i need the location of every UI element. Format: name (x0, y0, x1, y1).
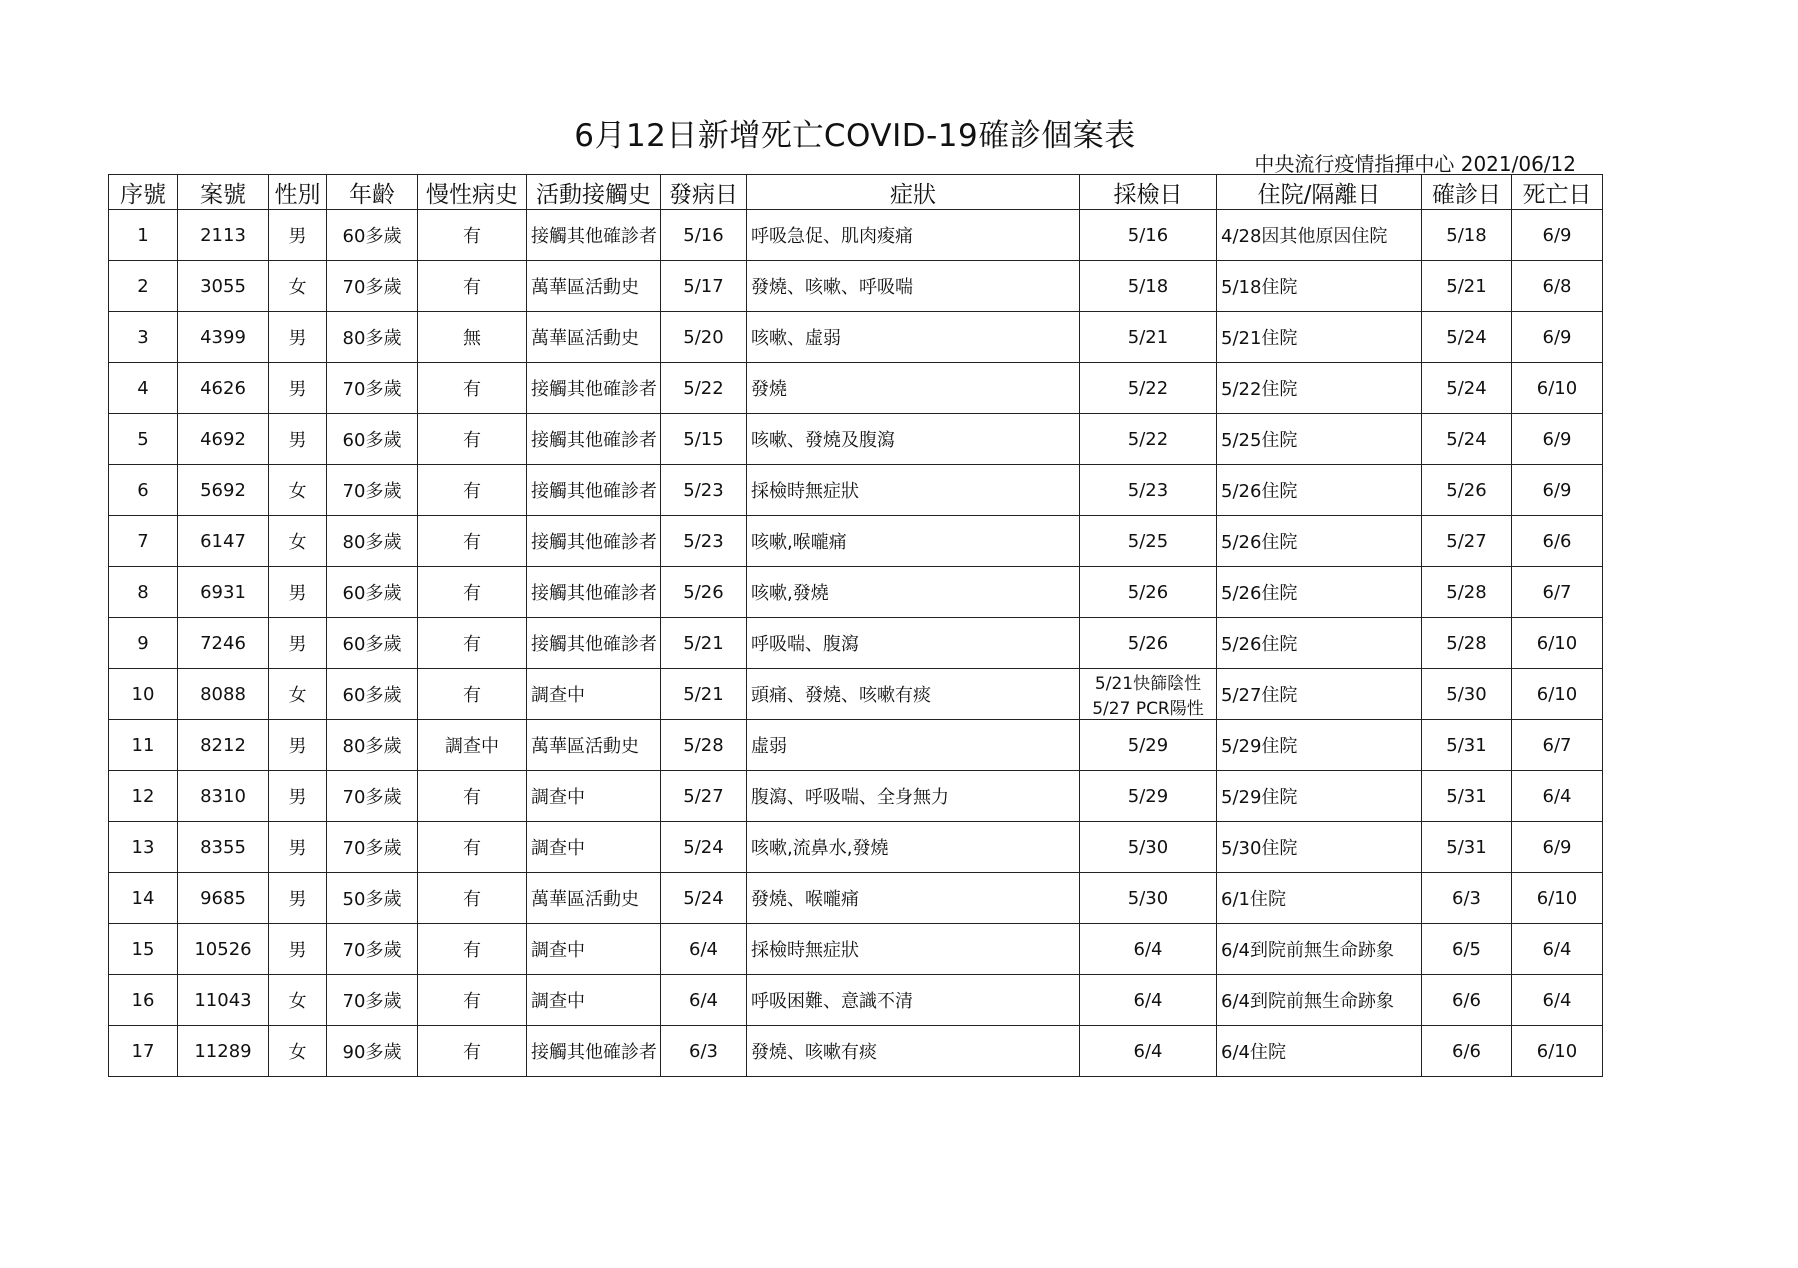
table-body (109, 210, 1603, 1077)
cell-hospitalization: 6/4到院前無生命跡象 (1217, 975, 1422, 1026)
table-row (109, 516, 1603, 567)
cell-symptoms: 咳嗽、虛弱 (747, 312, 1080, 363)
cell-chronic-disease: 有 (418, 465, 527, 516)
cell-sex: 男 (269, 312, 327, 363)
cell-chronic-disease: 有 (418, 363, 527, 414)
cell-sample-date (1080, 669, 1217, 720)
cell-case-id: 2113 (178, 210, 269, 261)
cell-hospitalization: 5/30住院 (1217, 822, 1422, 873)
cell-symptoms: 發燒、咳嗽有痰 (747, 1026, 1080, 1077)
cell-symptoms: 發燒 (747, 363, 1080, 414)
table-row (109, 1026, 1603, 1077)
cell-chronic-disease: 有 (418, 516, 527, 567)
cell-onset-date: 5/24 (661, 873, 747, 924)
cell-age: 60多歲 (327, 669, 418, 720)
cell-onset-date: 5/21 (661, 669, 747, 720)
cell-confirmed-date: 6/6 (1422, 975, 1512, 1026)
cell-hospitalization: 5/21住院 (1217, 312, 1422, 363)
cell-chronic-disease: 有 (418, 924, 527, 975)
cell-hospitalization: 4/28因其他原因住院 (1217, 210, 1422, 261)
cell-confirmed-date: 5/26 (1422, 465, 1512, 516)
cell-case-id: 10526 (178, 924, 269, 975)
cell-contact-history: 調查中 (527, 924, 661, 975)
cell-confirmed-date: 5/21 (1422, 261, 1512, 312)
cell-chronic-disease: 有 (418, 975, 527, 1026)
cell-case-id: 6147 (178, 516, 269, 567)
cell-serial: 2 (109, 261, 178, 312)
sample-date-line: 5/27 PCR陽性 (1092, 699, 1204, 719)
cell-sex: 男 (269, 363, 327, 414)
cell-chronic-disease: 有 (418, 822, 527, 873)
cell-chronic-disease: 有 (418, 669, 527, 720)
cell-sample-date: 5/30 (1080, 822, 1217, 873)
cell-sample-date: 5/29 (1080, 720, 1217, 771)
col-chronic-disease: 慢性病史 (418, 175, 527, 210)
cell-age: 70多歲 (327, 924, 418, 975)
cell-serial: 14 (109, 873, 178, 924)
cell-symptoms: 採檢時無症狀 (747, 924, 1080, 975)
cell-age: 90多歲 (327, 1026, 418, 1077)
cell-case-id: 8310 (178, 771, 269, 822)
cell-confirmed-date: 5/31 (1422, 720, 1512, 771)
cell-sex: 女 (269, 465, 327, 516)
cell-sample-date: 5/26 (1080, 567, 1217, 618)
cell-serial: 10 (109, 669, 178, 720)
cell-hospitalization: 6/4住院 (1217, 1026, 1422, 1077)
cell-chronic-disease: 有 (418, 210, 527, 261)
cell-onset-date: 6/4 (661, 924, 747, 975)
cell-sex: 男 (269, 720, 327, 771)
cell-sex: 女 (269, 261, 327, 312)
cell-serial: 1 (109, 210, 178, 261)
cell-case-id: 4626 (178, 363, 269, 414)
cell-sample-date: 5/30 (1080, 873, 1217, 924)
cell-serial: 4 (109, 363, 178, 414)
cell-chronic-disease: 無 (418, 312, 527, 363)
cell-contact-history: 接觸其他確診者 (527, 516, 661, 567)
cell-sex: 男 (269, 210, 327, 261)
cell-onset-date: 5/17 (661, 261, 747, 312)
cell-serial: 13 (109, 822, 178, 873)
cell-hospitalization: 5/25住院 (1217, 414, 1422, 465)
cell-contact-history: 接觸其他確診者 (527, 210, 661, 261)
table-row (109, 873, 1603, 924)
col-onset-date: 發病日 (661, 175, 747, 210)
cell-sample-date: 5/29 (1080, 771, 1217, 822)
cell-hospitalization: 5/26住院 (1217, 465, 1422, 516)
cell-confirmed-date: 6/5 (1422, 924, 1512, 975)
cell-sex: 男 (269, 567, 327, 618)
cell-contact-history: 接觸其他確診者 (527, 567, 661, 618)
cell-age: 70多歲 (327, 975, 418, 1026)
cell-case-id: 5692 (178, 465, 269, 516)
cell-age: 60多歲 (327, 618, 418, 669)
cell-sample-date: 5/16 (1080, 210, 1217, 261)
cell-hospitalization: 5/26住院 (1217, 516, 1422, 567)
cell-chronic-disease: 有 (418, 414, 527, 465)
cell-case-id: 3055 (178, 261, 269, 312)
cell-age: 80多歲 (327, 312, 418, 363)
death-cases-table (108, 174, 1603, 1077)
cell-age: 70多歲 (327, 363, 418, 414)
table-row (109, 465, 1603, 516)
cell-serial: 12 (109, 771, 178, 822)
cell-case-id: 8212 (178, 720, 269, 771)
cell-contact-history: 接觸其他確診者 (527, 618, 661, 669)
cell-death-date: 6/8 (1512, 261, 1603, 312)
cell-sample-date: 5/26 (1080, 618, 1217, 669)
header-row (109, 175, 1603, 210)
cell-confirmed-date: 6/6 (1422, 1026, 1512, 1077)
cell-sample-date: 6/4 (1080, 924, 1217, 975)
table-row (109, 567, 1603, 618)
cell-confirmed-date: 5/30 (1422, 669, 1512, 720)
cell-sample-date: 5/25 (1080, 516, 1217, 567)
col-contact-history: 活動接觸史 (527, 175, 661, 210)
cell-contact-history: 接觸其他確診者 (527, 465, 661, 516)
cell-confirmed-date: 5/24 (1422, 363, 1512, 414)
cell-symptoms: 呼吸喘、腹瀉 (747, 618, 1080, 669)
cell-symptoms: 腹瀉、呼吸喘、全身無力 (747, 771, 1080, 822)
table-row (109, 924, 1603, 975)
cell-case-id: 8355 (178, 822, 269, 873)
cell-symptoms: 咳嗽,流鼻水,發燒 (747, 822, 1080, 873)
cell-death-date: 6/9 (1512, 465, 1603, 516)
cell-confirmed-date: 6/3 (1422, 873, 1512, 924)
cell-contact-history: 接觸其他確診者 (527, 414, 661, 465)
cell-hospitalization: 5/18住院 (1217, 261, 1422, 312)
cell-contact-history: 萬華區活動史 (527, 873, 661, 924)
cell-age: 70多歲 (327, 261, 418, 312)
cell-death-date: 6/10 (1512, 1026, 1603, 1077)
col-sex: 性別 (269, 175, 327, 210)
cell-confirmed-date: 5/18 (1422, 210, 1512, 261)
cell-symptoms: 呼吸困難、意識不清 (747, 975, 1080, 1026)
cell-contact-history: 萬華區活動史 (527, 720, 661, 771)
cell-sample-date: 6/4 (1080, 1026, 1217, 1077)
cell-age: 70多歲 (327, 822, 418, 873)
cell-contact-history: 接觸其他確診者 (527, 363, 661, 414)
cell-case-id: 4692 (178, 414, 269, 465)
cell-hospitalization: 5/27住院 (1217, 669, 1422, 720)
cell-death-date: 6/10 (1512, 669, 1603, 720)
cell-case-id: 11289 (178, 1026, 269, 1077)
cell-onset-date: 5/27 (661, 771, 747, 822)
table-row (109, 618, 1603, 669)
cell-sample-date: 5/22 (1080, 363, 1217, 414)
cell-sample-date: 6/4 (1080, 975, 1217, 1026)
cell-death-date: 6/9 (1512, 822, 1603, 873)
cell-age: 70多歲 (327, 771, 418, 822)
cell-age: 80多歲 (327, 720, 418, 771)
cell-case-id: 8088 (178, 669, 269, 720)
cell-contact-history: 萬華區活動史 (527, 261, 661, 312)
col-symptoms: 症狀 (747, 175, 1080, 210)
table-row (109, 312, 1603, 363)
cell-death-date: 6/10 (1512, 618, 1603, 669)
cell-symptoms: 咳嗽,喉嚨痛 (747, 516, 1080, 567)
cell-chronic-disease: 有 (418, 771, 527, 822)
cell-confirmed-date: 5/24 (1422, 414, 1512, 465)
cell-age: 60多歲 (327, 210, 418, 261)
cell-hospitalization: 5/29住院 (1217, 720, 1422, 771)
col-hospitalization: 住院/隔離日 (1217, 175, 1422, 210)
table-row (109, 771, 1603, 822)
cell-hospitalization: 5/29住院 (1217, 771, 1422, 822)
cell-onset-date: 5/22 (661, 363, 747, 414)
cell-onset-date: 6/4 (661, 975, 747, 1026)
cell-death-date: 6/10 (1512, 873, 1603, 924)
table-row (109, 669, 1603, 720)
cell-symptoms: 發燒、喉嚨痛 (747, 873, 1080, 924)
cell-chronic-disease: 有 (418, 261, 527, 312)
sample-date-line: 5/21快篩陰性 (1094, 674, 1202, 694)
cell-chronic-disease: 有 (418, 567, 527, 618)
table-row (109, 822, 1603, 873)
cell-death-date: 6/9 (1512, 414, 1603, 465)
cell-confirmed-date: 5/31 (1422, 822, 1512, 873)
cell-hospitalization: 5/26住院 (1217, 567, 1422, 618)
cell-confirmed-date: 5/31 (1422, 771, 1512, 822)
cell-contact-history: 調查中 (527, 975, 661, 1026)
cell-serial: 5 (109, 414, 178, 465)
cell-serial: 6 (109, 465, 178, 516)
cell-case-id: 7246 (178, 618, 269, 669)
cell-contact-history: 調查中 (527, 822, 661, 873)
col-sample-date: 採檢日 (1080, 175, 1217, 210)
cell-onset-date: 5/24 (661, 822, 747, 873)
cell-sex: 女 (269, 1026, 327, 1077)
cell-hospitalization: 6/1住院 (1217, 873, 1422, 924)
cell-age: 60多歲 (327, 414, 418, 465)
cell-sex: 男 (269, 924, 327, 975)
cell-death-date: 6/4 (1512, 975, 1603, 1026)
cell-serial: 16 (109, 975, 178, 1026)
col-age: 年齡 (327, 175, 418, 210)
cell-serial: 3 (109, 312, 178, 363)
cell-onset-date: 5/26 (661, 567, 747, 618)
col-serial: 序號 (109, 175, 178, 210)
cell-sample-date: 5/18 (1080, 261, 1217, 312)
cell-sex: 男 (269, 414, 327, 465)
cell-age: 50多歲 (327, 873, 418, 924)
cell-death-date: 6/10 (1512, 363, 1603, 414)
cell-serial: 15 (109, 924, 178, 975)
cell-onset-date: 6/3 (661, 1026, 747, 1077)
cell-serial: 7 (109, 516, 178, 567)
cell-death-date: 6/4 (1512, 771, 1603, 822)
cell-onset-date: 5/28 (661, 720, 747, 771)
cell-hospitalization: 5/22住院 (1217, 363, 1422, 414)
cell-onset-date: 5/16 (661, 210, 747, 261)
cell-sex: 男 (269, 873, 327, 924)
cell-sample-date: 5/21 (1080, 312, 1217, 363)
cell-chronic-disease: 調查中 (418, 720, 527, 771)
cell-symptoms: 虛弱 (747, 720, 1080, 771)
table-header (109, 175, 1603, 210)
cell-symptoms: 採檢時無症狀 (747, 465, 1080, 516)
cell-onset-date: 5/15 (661, 414, 747, 465)
cell-sex: 男 (269, 771, 327, 822)
cell-hospitalization: 5/26住院 (1217, 618, 1422, 669)
cell-symptoms: 呼吸急促、肌肉痠痛 (747, 210, 1080, 261)
cell-contact-history: 萬華區活動史 (527, 312, 661, 363)
cell-death-date: 6/4 (1512, 924, 1603, 975)
cell-contact-history: 接觸其他確診者 (527, 1026, 661, 1077)
cell-symptoms: 發燒、咳嗽、呼吸喘 (747, 261, 1080, 312)
cell-serial: 11 (109, 720, 178, 771)
cell-symptoms: 頭痛、發燒、咳嗽有痰 (747, 669, 1080, 720)
cell-case-id: 6931 (178, 567, 269, 618)
cell-sample-date: 5/23 (1080, 465, 1217, 516)
cell-symptoms: 咳嗽,發燒 (747, 567, 1080, 618)
table-row (109, 210, 1603, 261)
cell-symptoms: 咳嗽、發燒及腹瀉 (747, 414, 1080, 465)
cell-onset-date: 5/20 (661, 312, 747, 363)
cell-serial: 8 (109, 567, 178, 618)
issuer-date: 中央流行疫情指揮中心 2021/06/12 (1254, 152, 1576, 176)
cell-death-date: 6/6 (1512, 516, 1603, 567)
table-row (109, 720, 1603, 771)
cell-onset-date: 5/21 (661, 618, 747, 669)
cell-chronic-disease: 有 (418, 873, 527, 924)
cell-sample-date: 5/22 (1080, 414, 1217, 465)
cell-death-date: 6/9 (1512, 210, 1603, 261)
table-row (109, 363, 1603, 414)
cell-confirmed-date: 5/24 (1422, 312, 1512, 363)
cell-sex: 男 (269, 618, 327, 669)
table-row (109, 975, 1603, 1026)
cell-contact-history: 調查中 (527, 771, 661, 822)
cell-death-date: 6/7 (1512, 720, 1603, 771)
cell-chronic-disease: 有 (418, 1026, 527, 1077)
document-title: 6月12日新增死亡COVID-19確診個案表 (574, 118, 1136, 154)
cell-case-id: 11043 (178, 975, 269, 1026)
cell-age: 70多歲 (327, 465, 418, 516)
cell-case-id: 9685 (178, 873, 269, 924)
cell-sex: 男 (269, 822, 327, 873)
cell-onset-date: 5/23 (661, 516, 747, 567)
cell-sex: 女 (269, 669, 327, 720)
cell-age: 60多歲 (327, 567, 418, 618)
cell-sex: 女 (269, 516, 327, 567)
table-row (109, 261, 1603, 312)
cell-age: 80多歲 (327, 516, 418, 567)
cell-hospitalization: 6/4到院前無生命跡象 (1217, 924, 1422, 975)
cell-confirmed-date: 5/28 (1422, 618, 1512, 669)
cell-death-date: 6/9 (1512, 312, 1603, 363)
cell-case-id: 4399 (178, 312, 269, 363)
cell-onset-date: 5/23 (661, 465, 747, 516)
table-row (109, 414, 1603, 465)
cell-death-date: 6/7 (1512, 567, 1603, 618)
col-death-date: 死亡日 (1512, 175, 1603, 210)
cell-serial: 17 (109, 1026, 178, 1077)
cell-confirmed-date: 5/28 (1422, 567, 1512, 618)
cell-contact-history: 調查中 (527, 669, 661, 720)
cell-serial: 9 (109, 618, 178, 669)
cell-confirmed-date: 5/27 (1422, 516, 1512, 567)
cell-sex: 女 (269, 975, 327, 1026)
cell-chronic-disease: 有 (418, 618, 527, 669)
col-case-id: 案號 (178, 175, 269, 210)
col-confirmed-date: 確診日 (1422, 175, 1512, 210)
